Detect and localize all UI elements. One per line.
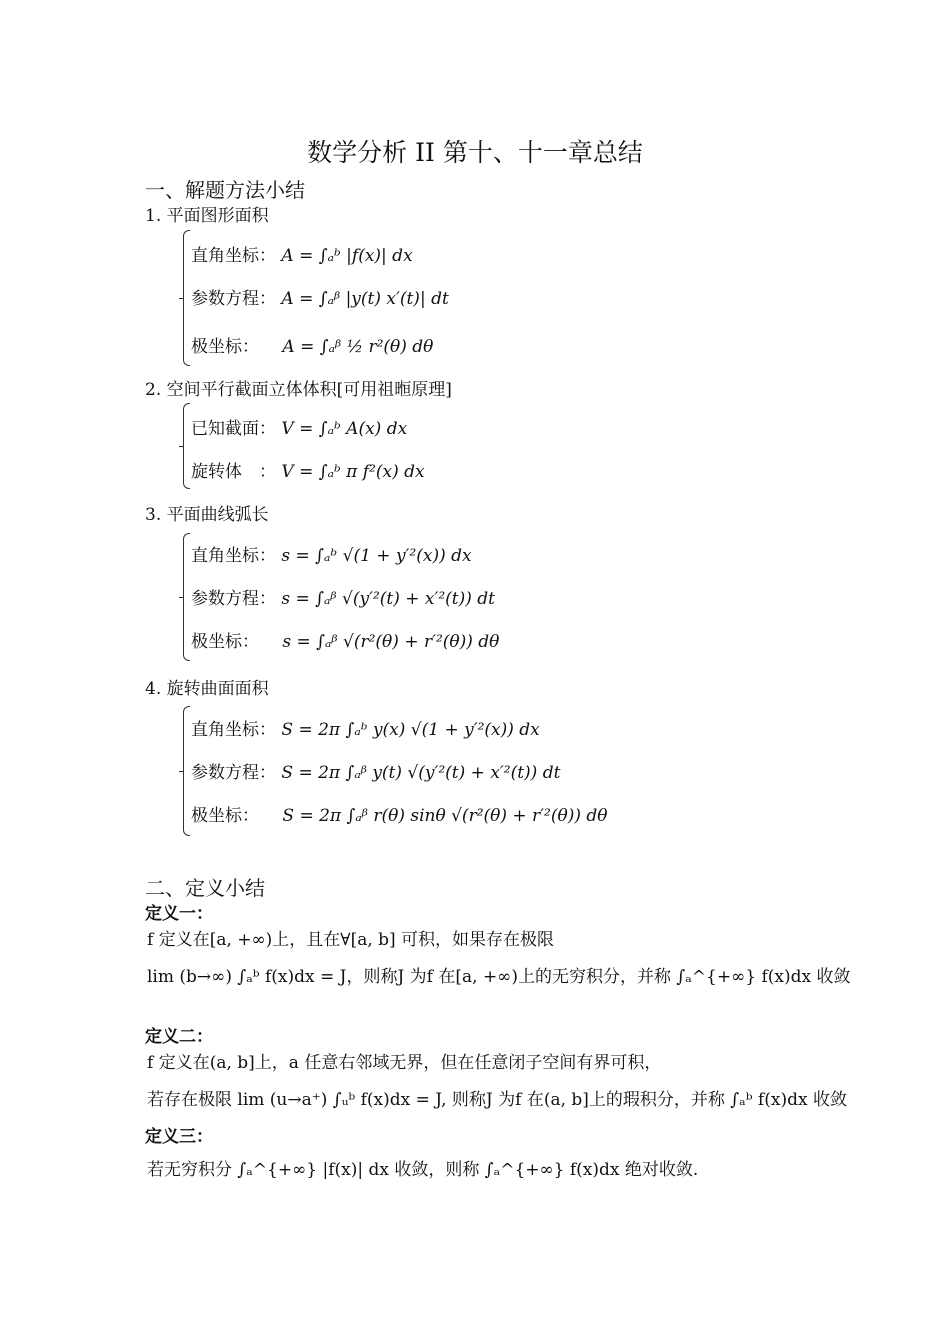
formula-label: 参数方程： xyxy=(191,289,276,309)
formula-1-3 xyxy=(191,332,433,357)
formula-1-2 xyxy=(191,284,449,309)
item3-heading: 3. 平面曲线弧长 xyxy=(145,505,269,525)
formula-label: 直角坐标： xyxy=(191,720,276,740)
formula-3-1 xyxy=(191,541,472,566)
formula-expr: A = ∫ₐᵇ |f(x)| dx xyxy=(281,246,413,266)
def1-title: 定义一： xyxy=(145,904,213,924)
formula-label: 旋转体 ： xyxy=(191,462,276,482)
formula-label: 直角坐标： xyxy=(191,246,276,266)
def2-title: 定义二： xyxy=(145,1027,213,1047)
brace-4 xyxy=(183,706,190,836)
formula-expr: V = ∫ₐᵇ π f²(x) dx xyxy=(281,462,425,482)
formula-label: 已知截面： xyxy=(191,419,276,439)
brace-1 xyxy=(183,230,190,366)
def2-line1: f 定义在(a, b]上，a 任意右邻域无界，但在任意闭子空间有界可积， xyxy=(147,1053,662,1073)
def2-line2: 若存在极限 lim (u→a⁺) ∫ᵤᵇ f(x)dx = J, 则称J 为f 在(a, b]上的瑕积分，并称 ∫ₐᵇ f(x)dx 收敛 xyxy=(147,1090,847,1110)
formula-label: 参数方程： xyxy=(191,589,276,609)
formula-expr: S = 2π ∫ₐᵇ y(x) √(1 + y′²(x)) dx xyxy=(281,720,540,740)
formula-3-2 xyxy=(191,584,495,609)
item1-heading: 1. 平面图形面积 xyxy=(145,206,269,226)
formula-expr: V = ∫ₐᵇ A(x) dx xyxy=(281,419,408,439)
formula-4-1 xyxy=(191,715,540,740)
formula-label: 极坐标： xyxy=(191,632,259,652)
formula-expr: S = 2π ∫ₐᵝ r(θ) sinθ √(r²(θ) + r′²(θ)) dθ xyxy=(282,806,608,826)
formula-4-2 xyxy=(191,758,560,783)
formula-expr: A = ∫ₐᵝ |y(t) x′(t)| dt xyxy=(281,289,449,309)
formula-1-1 xyxy=(191,241,413,266)
formula-2-1 xyxy=(191,414,407,439)
section1-heading: 一、解题方法小结 xyxy=(145,178,305,202)
formula-expr: s = ∫ₐᵇ √(1 + y′²(x)) dx xyxy=(281,546,472,566)
formula-3-3 xyxy=(191,627,499,652)
formula-expr: s = ∫ₐᵝ √(y′²(t) + x′²(t)) dt xyxy=(281,589,496,609)
formula-expr: s = ∫ₐᵝ √(r²(θ) + r′²(θ)) dθ xyxy=(282,632,500,652)
brace-2 xyxy=(183,403,190,489)
section2-heading: 二、定义小结 xyxy=(145,876,265,900)
def3-title: 定义三： xyxy=(145,1127,213,1147)
item2-heading: 2. 空间平行截面立体体积[可用祖暅原理] xyxy=(145,380,452,400)
page-title: 数学分析 II 第十、十一章总结 xyxy=(307,138,643,167)
item4-heading: 4. 旋转曲面面积 xyxy=(145,679,269,699)
formula-4-3 xyxy=(191,801,608,826)
formula-label: 极坐标： xyxy=(191,806,259,826)
formula-expr: A = ∫ₐᵝ ½ r²(θ) dθ xyxy=(282,337,434,357)
def1-line2: lim (b→∞) ∫ₐᵇ f(x)dx = J，则称J 为f 在[a, +∞)上的无穷积分，并称 ∫ₐ^{+∞} f(x)dx 收敛 xyxy=(147,967,851,987)
formula-2-2 xyxy=(191,457,425,482)
formula-label: 极坐标： xyxy=(191,337,259,357)
def1-line1: f 定义在[a, +∞)上，且在∀[a, b] 可积，如果存在极限 xyxy=(147,930,555,950)
formula-expr: S = 2π ∫ₐᵝ y(t) √(y′²(t) + x′²(t)) dt xyxy=(281,763,561,783)
def3-line1: 若无穷积分 ∫ₐ^{+∞} |f(x)| dx 收敛，则称 ∫ₐ^{+∞} f(x)dx 绝对收敛. xyxy=(147,1160,699,1180)
formula-label: 直角坐标： xyxy=(191,546,276,566)
brace-3 xyxy=(183,533,190,661)
formula-label: 参数方程： xyxy=(191,763,276,783)
